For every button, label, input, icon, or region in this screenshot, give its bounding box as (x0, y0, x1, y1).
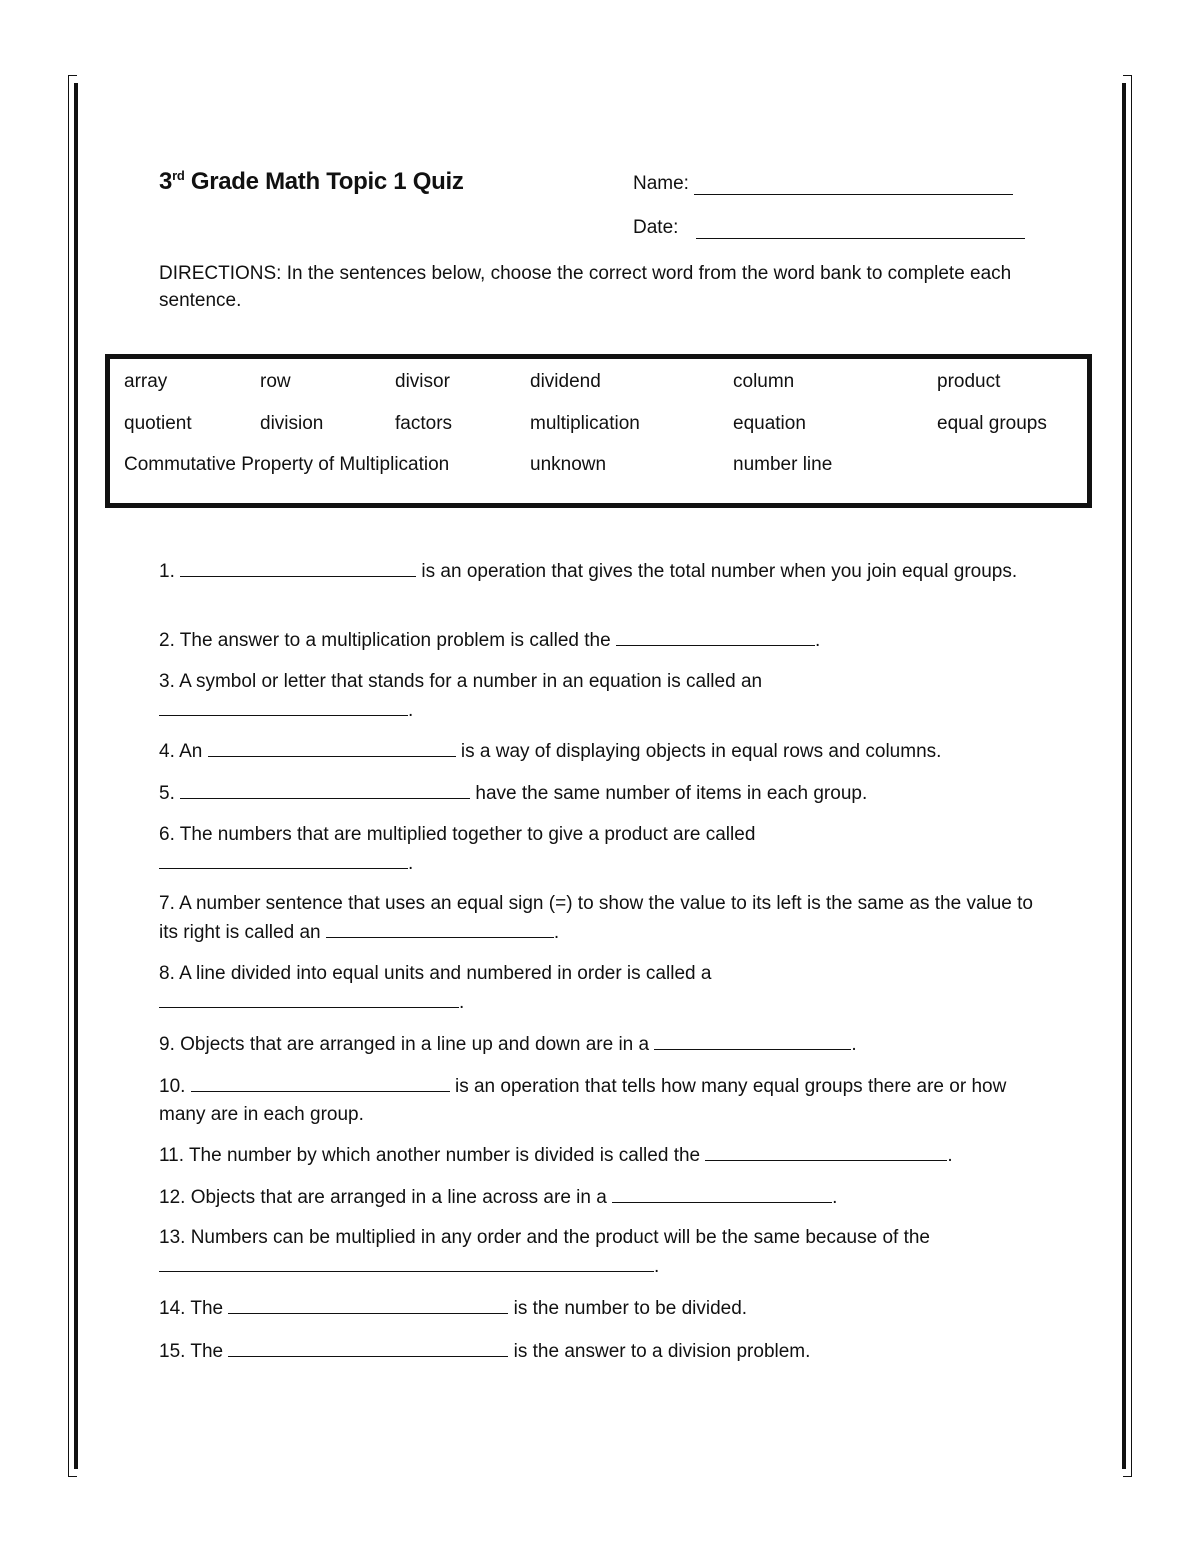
question-14: 14. The is the number to be divided. (159, 1294, 1049, 1323)
answer-blank[interactable] (616, 626, 815, 646)
answer-blank[interactable] (159, 1252, 654, 1272)
question-9: 9. Objects that are arranged in a line up and down are in a . (159, 1030, 1049, 1059)
answer-blank[interactable] (191, 1072, 450, 1092)
answer-blank[interactable] (159, 849, 408, 869)
word-bank-item: column (733, 371, 795, 392)
answer-blank[interactable] (705, 1141, 947, 1161)
question-12: 12. Objects that are arranged in a line across are in a . (159, 1183, 1049, 1212)
word-bank-item: multiplication (530, 413, 640, 434)
question-3: 3. A symbol or letter that stands for a number in an equation is called an . (159, 671, 763, 721)
question-4: 4. An is a way of displaying objects in equal rows and columns. (159, 737, 1049, 766)
question-5: 5. have the same number of items in each group. (159, 779, 1049, 808)
question-13: 13. Numbers can be multiplied in any order and the product will be the same because of the . (159, 1227, 931, 1277)
answer-blank[interactable] (326, 918, 554, 938)
question-7: 7. A number sentence that uses an equal sign (=) to show the value to its left is the same as the value to its right is called an . (159, 893, 1033, 943)
name-label: Name: (633, 173, 689, 194)
word-bank-item: unknown (530, 454, 607, 475)
word-bank-item: number line (733, 454, 833, 475)
word-bank-item: quotient (124, 413, 192, 434)
word-bank-item: array (124, 371, 168, 392)
question-15: 15. The is the answer to a division problem. (159, 1337, 1049, 1366)
answer-blank[interactable] (208, 737, 456, 757)
question-8: 8. A line divided into equal units and numbered in order is called a . (159, 963, 712, 1013)
date-field[interactable] (633, 217, 1025, 239)
name-field[interactable] (633, 173, 1013, 195)
directions: DIRECTIONS: In the sentences below, choose the correct word from the word bank to complete each sentence. (159, 263, 1012, 311)
word-bank-item: row (260, 371, 291, 392)
word-bank-item: dividend (530, 371, 601, 392)
word-bank-item: equal groups (937, 413, 1047, 434)
question-10: 10. is an operation that tells how many equal groups there are or how many are in each group. (159, 1072, 1049, 1129)
name-line[interactable] (694, 176, 1013, 195)
answer-blank[interactable] (180, 557, 416, 577)
word-bank-item: divisor (395, 371, 450, 392)
word-bank (105, 354, 1092, 508)
word-bank-item: Commutative Property of Multiplication (124, 454, 450, 475)
date-line[interactable] (696, 220, 1025, 239)
answer-blank[interactable] (159, 696, 408, 716)
right-border-bracket (1122, 75, 1132, 1477)
question-1: 1. is an operation that gives the total number when you join equal groups. (159, 557, 1049, 586)
left-border-bracket (68, 75, 78, 1477)
answer-blank[interactable] (228, 1294, 508, 1314)
word-bank-item: product (937, 371, 1001, 392)
answer-blank[interactable] (654, 1030, 851, 1050)
answer-blank[interactable] (228, 1337, 508, 1357)
answer-blank[interactable] (612, 1183, 832, 1203)
question-11: 11. The number by which another number is divided is called the . (159, 1141, 1049, 1170)
page-title: 3rd Grade Math Topic 1 Quiz (159, 168, 464, 195)
word-bank-item: division (260, 413, 324, 434)
question-6: 6. The numbers that are multiplied together to give a product are called . (159, 824, 756, 874)
answer-blank[interactable] (180, 779, 470, 799)
word-bank-item: equation (733, 413, 806, 434)
date-label: Date: (633, 217, 679, 238)
answer-blank[interactable] (159, 988, 459, 1008)
word-bank-item: factors (395, 413, 453, 434)
question-2: 2. The answer to a multiplication problem is called the . (159, 626, 1049, 655)
